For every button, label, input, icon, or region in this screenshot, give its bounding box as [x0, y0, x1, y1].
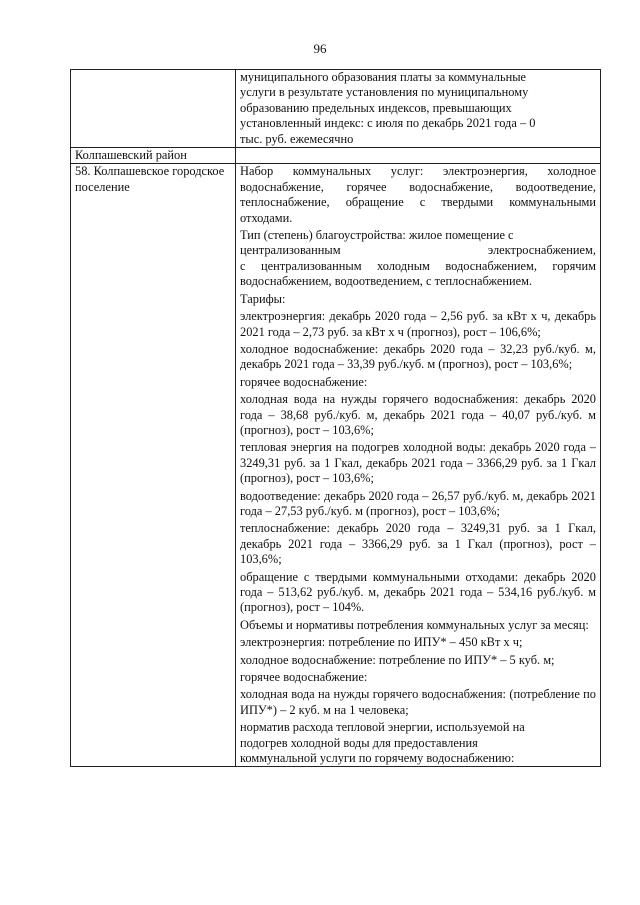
tariff-table	[70, 69, 601, 767]
volume-heat-norm-line2: подогрев холодной воды для предоставления	[240, 735, 478, 750]
prev-line-4: установленный индекс: с июля по декабрь 2021 года – 0	[240, 116, 536, 131]
volume-hot-water-cold: холодная вода на нужды горячего водоснабжения: (потребление по ИПУ*) – 2 куб. м на 1 человека;	[240, 687, 596, 717]
tariff-heat-energy: тепловая энергия на подогрев холодной воды: декабрь 2020 года – 3249,31 руб. за 1 Гкал, декабрь 2021 года – 3366,29 руб. за 1 Гкал (прогноз), рост – 103,6%;	[240, 440, 596, 486]
improvement-type	[240, 228, 596, 290]
tariff-hot-water-cold-component: холодная вода на нужды горячего водоснабжения: декабрь 2020 года – 38,68 руб./куб. м, декабрь 2021 года – 40,07 руб./куб. м (прогноз), рост – 103,6%;	[240, 392, 596, 437]
prev-line-2: услуги в результате установления по муниципальному	[240, 85, 529, 100]
volume-electricity: электроэнергия: потребление по ИПУ* – 450 кВт х ч;	[240, 635, 523, 650]
prev-line-1	[240, 70, 596, 85]
volume-heat-norm-line1: норматив расхода тепловой энергии, используемой на	[240, 720, 525, 735]
improvement-type-line1: Тип (степень) благоустройства: жилое помещение с	[240, 228, 514, 243]
prev-line-5: тыс. руб. ежемесячно	[240, 131, 354, 146]
municipality-name	[71, 164, 236, 767]
tariff-waste: обращение с твердыми коммунальными отходами: декабрь 2020 года – 513,62 руб./куб. м, декабрь 2021 года – 534,16 руб./куб. м (прогноз), рост – 104%.	[240, 569, 596, 615]
tariff-sewerage: водоотведение: декабрь 2020 года – 26,57 руб./куб. м, декабрь 2021 года – 27,53 руб./куб. м (прогноз), рост – 103,6%;	[240, 488, 596, 518]
volumes-title: Объемы и нормативы потребления коммунальных услуг за месяц:	[240, 617, 589, 632]
municipality-description	[236, 164, 601, 767]
improvement-type-line2	[240, 243, 596, 258]
table-row-district	[71, 148, 601, 164]
prev-line-3: образованию предельных индексов, превышающих	[240, 100, 512, 115]
tariffs-title: Тарифы:	[240, 291, 286, 306]
volume-hot-water-title: горячее водоснабжение:	[240, 670, 368, 685]
volume-heat-norm	[240, 720, 596, 766]
text: муниципального образования платы за коммунальные	[240, 70, 527, 84]
volume-heat-norm-line3: коммунальной услуги по горячему водоснабжению:	[240, 751, 515, 766]
prev-description-cell	[236, 70, 601, 148]
table-row-previous-continued	[71, 70, 601, 148]
district-empty-cell	[236, 148, 601, 164]
prev-municipality-cell	[71, 70, 236, 148]
improvement-type-rest: с централизованным холодным водоснабжением, горячим водоснабжением, водоотведением, с теплоснабжением.	[240, 258, 596, 289]
services-set: Набор коммунальных услуг: электроэнергия, холодное водоснабжение, горячее водоснабжение, водоотведение, теплоснабжение, обращение с твердыми коммунальными отходами.	[240, 164, 596, 225]
tariff-heating: теплоснабжение: декабрь 2020 года – 3249,31 руб. за 1 Гкал, декабрь 2021 года – 3366,29 руб. за 1 Гкал (прогноз), рост – 103,6%;	[240, 521, 596, 567]
table-row-municipality-58	[71, 164, 601, 767]
tariff-cold-water: холодное водоснабжение: декабрь 2020 года – 32,23 руб./куб. м, декабрь 2021 года – 33,39 руб./куб. м (прогноз), рост – 103,6%;	[240, 341, 596, 372]
improvement-type-word-b: электроснабжением,	[487, 243, 596, 258]
tariff-electricity: электроэнергия: декабрь 2020 года – 2,56 руб. за кВт х ч, декабрь 2021 года – 2,73 руб. за кВт х ч (прогноз), рост – 106,6%;	[240, 309, 596, 339]
volume-cold-water: холодное водоснабжение: потребление по ИПУ* – 5 куб. м;	[240, 652, 555, 667]
municipality-title: 58. Колпашевское городское поселение	[75, 164, 225, 194]
district-name: Колпашевский район	[71, 148, 236, 164]
improvement-type-word-a: централизованным	[240, 243, 341, 258]
page-number: 96	[313, 41, 327, 56]
tariff-hot-water-title: горячее водоснабжение:	[240, 374, 368, 389]
